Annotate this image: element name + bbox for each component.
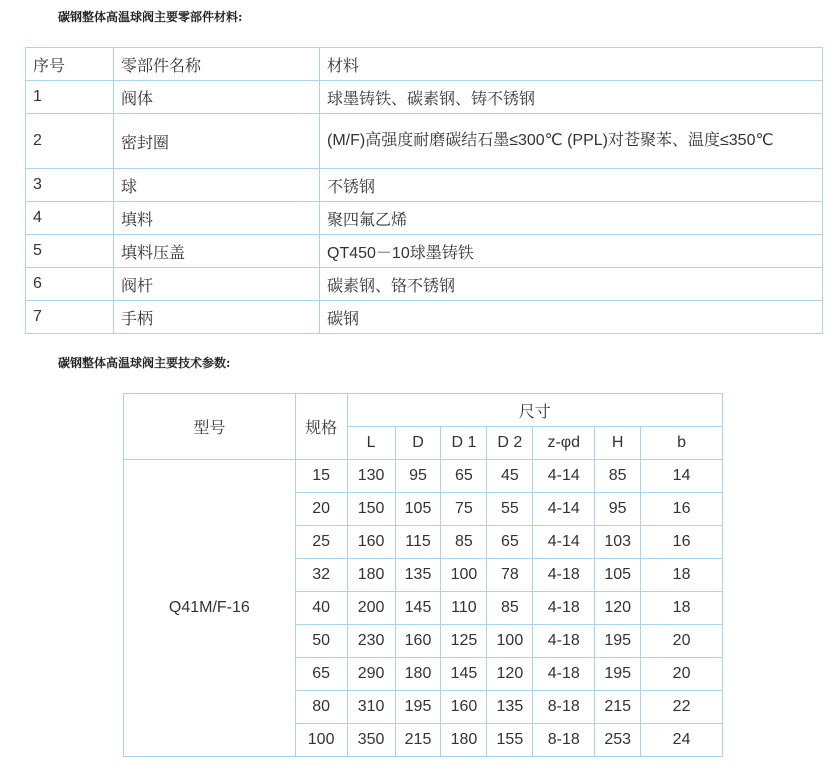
dim-cell: 103 <box>595 526 641 559</box>
dim-cell: 135 <box>395 559 441 592</box>
table-row <box>26 202 823 235</box>
header-index: 序号 <box>26 48 114 81</box>
table-row <box>26 301 823 334</box>
dim-column-header: D <box>395 427 441 460</box>
row-index: 5 <box>26 235 114 268</box>
dim-cell: 180 <box>347 559 395 592</box>
dim-cell: 135 <box>487 691 533 724</box>
dim-cell: 145 <box>395 592 441 625</box>
spec-cell: 32 <box>295 559 347 592</box>
dim-column-header: z-φd <box>533 427 595 460</box>
table-row <box>26 268 823 301</box>
dim-cell: 78 <box>487 559 533 592</box>
dim-cell: 350 <box>347 724 395 757</box>
row-part-name: 密封圈 <box>114 114 320 169</box>
dim-cell: 16 <box>641 493 723 526</box>
dim-cell: 85 <box>441 526 487 559</box>
dim-cell: 95 <box>595 493 641 526</box>
spec-cell: 20 <box>295 493 347 526</box>
dim-cell: 115 <box>395 526 441 559</box>
dim-cell: 85 <box>487 592 533 625</box>
row-part-name: 球 <box>114 169 320 202</box>
dim-cell: 45 <box>487 460 533 493</box>
dim-cell: 4-18 <box>533 559 595 592</box>
materials-table <box>25 47 823 334</box>
dim-cell: 155 <box>487 724 533 757</box>
header-dimensions: 尺寸 <box>347 394 722 427</box>
row-index: 1 <box>26 81 114 114</box>
header-model: 型号 <box>124 394 296 460</box>
params-header-row <box>124 394 723 427</box>
table-row <box>26 81 823 114</box>
row-material: 球墨铸铁、碳素钢、铸不锈钢 <box>320 81 823 114</box>
dim-cell: 4-18 <box>533 658 595 691</box>
header-material: 材料 <box>320 48 823 81</box>
row-material: 聚四氟乙烯 <box>320 202 823 235</box>
dim-cell: 85 <box>595 460 641 493</box>
dim-cell: 195 <box>595 625 641 658</box>
row-index: 4 <box>26 202 114 235</box>
spec-cell: 65 <box>295 658 347 691</box>
row-part-name: 手柄 <box>114 301 320 334</box>
dim-cell: 4-14 <box>533 493 595 526</box>
dim-cell: 150 <box>347 493 395 526</box>
dim-cell: 105 <box>595 559 641 592</box>
dim-cell: 8-18 <box>533 691 595 724</box>
dim-cell: 145 <box>441 658 487 691</box>
row-material: 不锈钢 <box>320 169 823 202</box>
dim-column-header: D 1 <box>441 427 487 460</box>
dim-column-header: D 2 <box>487 427 533 460</box>
header-part-name: 零部件名称 <box>114 48 320 81</box>
header-spec: 规格 <box>295 394 347 460</box>
dim-cell: 100 <box>487 625 533 658</box>
dim-cell: 4-18 <box>533 592 595 625</box>
dim-cell: 180 <box>441 724 487 757</box>
row-material: 碳钢 <box>320 301 823 334</box>
dim-cell: 160 <box>347 526 395 559</box>
dim-cell: 55 <box>487 493 533 526</box>
dim-cell: 4-14 <box>533 460 595 493</box>
dim-cell: 160 <box>441 691 487 724</box>
dim-cell: 20 <box>641 658 723 691</box>
table-row <box>26 235 823 268</box>
dim-cell: 120 <box>595 592 641 625</box>
dim-cell: 160 <box>395 625 441 658</box>
dim-column-header: L <box>347 427 395 460</box>
dim-cell: 8-18 <box>533 724 595 757</box>
tech-params-title: 碳钢整体高温球阀主要技术参数: <box>58 356 231 370</box>
dim-column-header: H <box>595 427 641 460</box>
dim-cell: 195 <box>595 658 641 691</box>
spec-cell: 100 <box>295 724 347 757</box>
dim-cell: 95 <box>395 460 441 493</box>
spec-cell: 80 <box>295 691 347 724</box>
dim-cell: 14 <box>641 460 723 493</box>
dim-cell: 65 <box>441 460 487 493</box>
dim-cell: 65 <box>487 526 533 559</box>
row-part-name: 阀体 <box>114 81 320 114</box>
row-index: 6 <box>26 268 114 301</box>
spec-cell: 50 <box>295 625 347 658</box>
dim-cell: 105 <box>395 493 441 526</box>
dim-cell: 180 <box>395 658 441 691</box>
dim-cell: 120 <box>487 658 533 691</box>
model-cell: Q41M/F-16 <box>124 460 296 757</box>
row-index: 2 <box>26 114 114 169</box>
dim-cell: 253 <box>595 724 641 757</box>
dim-cell: 200 <box>347 592 395 625</box>
dim-cell: 18 <box>641 592 723 625</box>
row-part-name: 阀杆 <box>114 268 320 301</box>
row-material: (M/F)高强度耐磨碳结石墨≤300℃ (PPL)对苍聚苯、温度≤350℃ <box>320 114 823 169</box>
dim-cell: 195 <box>395 691 441 724</box>
dim-cell: 16 <box>641 526 723 559</box>
tech-params-table <box>123 393 723 757</box>
dim-column-header: b <box>641 427 723 460</box>
row-material: QT450－10球墨铸铁 <box>320 235 823 268</box>
table-row <box>124 460 723 493</box>
dim-cell: 110 <box>441 592 487 625</box>
dim-cell: 4-18 <box>533 625 595 658</box>
dim-cell: 125 <box>441 625 487 658</box>
row-material: 碳素钢、铬不锈钢 <box>320 268 823 301</box>
dim-cell: 75 <box>441 493 487 526</box>
dim-cell: 130 <box>347 460 395 493</box>
dim-cell: 100 <box>441 559 487 592</box>
spec-cell: 25 <box>295 526 347 559</box>
spec-cell: 15 <box>295 460 347 493</box>
materials-title: 碳钢整体高温球阀主要零部件材料: <box>58 10 243 24</box>
row-part-name: 填料压盖 <box>114 235 320 268</box>
dim-cell: 230 <box>347 625 395 658</box>
spec-cell: 40 <box>295 592 347 625</box>
materials-header-row <box>26 48 823 81</box>
dim-cell: 215 <box>395 724 441 757</box>
dim-cell: 4-14 <box>533 526 595 559</box>
dim-cell: 20 <box>641 625 723 658</box>
table-row <box>26 114 823 169</box>
dim-cell: 290 <box>347 658 395 691</box>
dim-cell: 24 <box>641 724 723 757</box>
dim-cell: 18 <box>641 559 723 592</box>
row-index: 3 <box>26 169 114 202</box>
dim-cell: 22 <box>641 691 723 724</box>
dim-cell: 215 <box>595 691 641 724</box>
dim-cell: 310 <box>347 691 395 724</box>
row-part-name: 填料 <box>114 202 320 235</box>
table-row <box>26 169 823 202</box>
row-index: 7 <box>26 301 114 334</box>
